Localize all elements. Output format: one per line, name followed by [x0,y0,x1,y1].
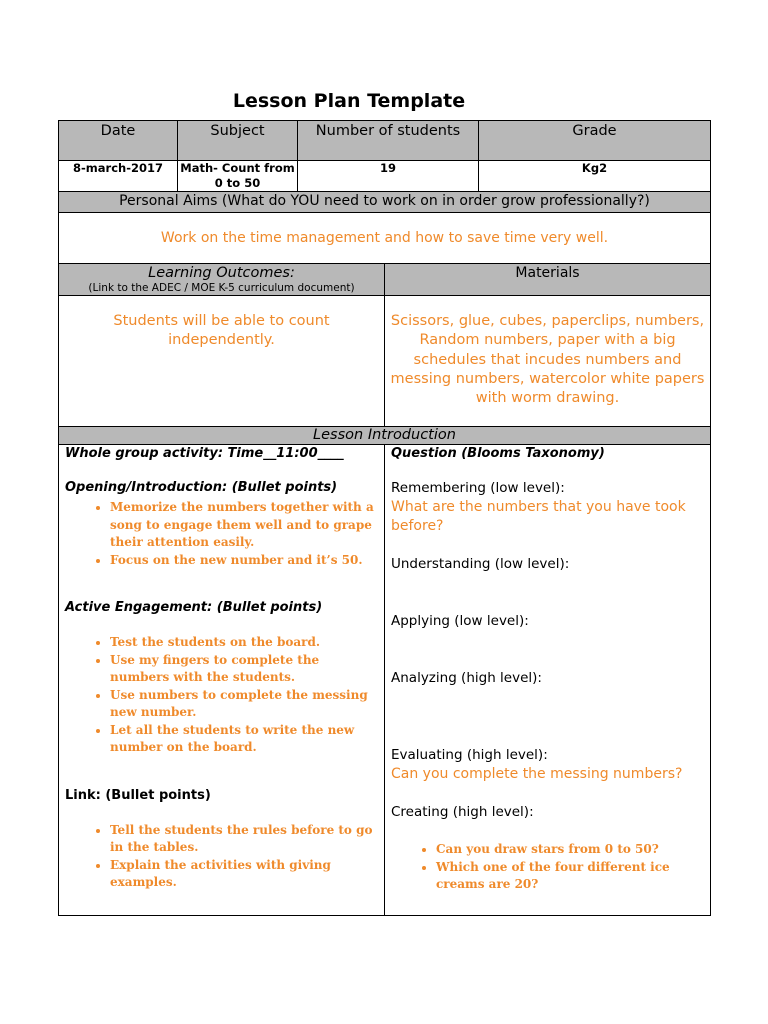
link-list [65,822,378,892]
subject-value: Math- Count from 0 to 50 [178,161,298,192]
opening-label: Opening/Introduction: (Bullet points) [65,480,338,495]
opening-list [65,499,378,569]
link-label: Link: (Bullet points) [65,787,211,803]
remembering-answer: What are the numbers that you have took before? [391,499,686,534]
learning-outcomes-title: Learning Outcomes: [148,265,295,281]
remembering-label: Remembering (low level): [391,480,565,496]
link-item: • Explain the activities with giving examples. [110,857,378,892]
date-header: Date [59,121,178,161]
applying-label: Applying (low level): [391,613,529,629]
learning-outcomes-subtitle: (Link to the ADEC / MOE K-5 curriculum document) [88,282,355,294]
document-title: Lesson Plan Template [232,90,466,112]
active-engagement-label: Active Engagement: (Bullet points) [65,600,323,615]
date-value: 8-march-2017 [59,161,178,192]
creating-list [391,841,704,894]
learning-outcomes-body [59,296,385,427]
subject-header: Subject [178,121,298,161]
active-item: • Let all the students to write the new number on the board. [110,722,378,757]
active-item: • Use my fingers to complete the numbers with the students. [110,652,378,687]
understanding-label: Understanding (low level): [391,556,570,572]
learning-outcomes-heading [59,264,385,296]
active-item: • Use numbers to complete the messing new number. [110,687,378,722]
creating-item: • Can you draw stars from 0 to 50? [436,841,704,859]
active-engagement-list [65,634,378,757]
link-item: • Tell the students the rules before to go in the tables. [110,822,378,857]
materials-text: Scissors, glue, cubes, paperclips, numbers, Random numbers, paper with a big schedules that incudes numbers and messing numbers, watercolor white papers with worm drawing. [390,313,705,407]
questions-heading: Question (Blooms Taxonomy) [391,446,605,461]
analyzing-label: Analyzing (high level): [391,670,542,686]
students-value: 19 [298,161,479,192]
active-item: • Test the students on the board. [110,634,378,652]
personal-aims-text: Work on the time management and how to save time very well. [59,213,711,264]
creating-label: Creating (high level): [391,804,534,820]
questions-cell [385,445,711,916]
lesson-activities-cell [59,445,385,916]
materials-body [385,296,711,427]
opening-item: • Focus on the new number and it’s 50. [110,552,378,570]
students-header: Number of students [298,121,479,161]
grade-header: Grade [479,121,711,161]
evaluating-answer: Can you complete the messing numbers? [391,766,683,782]
materials-heading: Materials [385,264,711,296]
grade-value: Kg2 [479,161,711,192]
evaluating-label: Evaluating (high level): [391,747,548,763]
creating-item: • Which one of the four different ice creams are 20? [436,859,704,894]
opening-item: • Memorize the numbers together with a song to engage them well and to grape their attention easily. [110,499,378,552]
whole-group-activity: Whole group activity: Time__11:00____ [65,446,344,461]
lesson-plan-table [58,120,711,916]
learning-outcomes-text: Students will be able to count independently. [113,313,330,349]
personal-aims-heading: Personal Aims (What do YOU need to work on in order grow professionally?) [59,192,711,213]
lesson-intro-heading: Lesson Introduction [59,427,711,445]
